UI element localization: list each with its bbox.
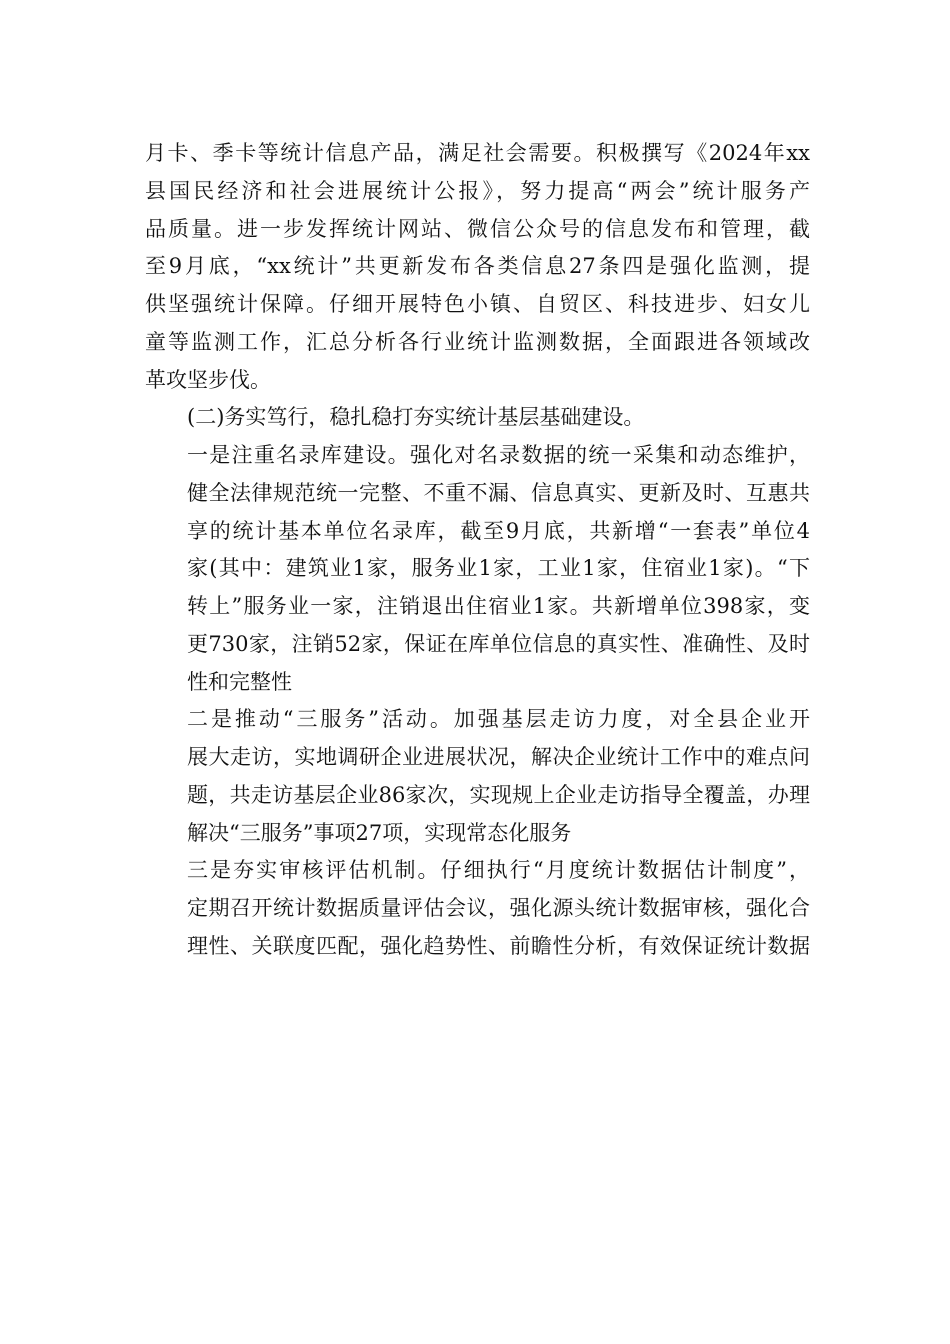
text-line: 解决“三服务”事项27项，实现常态化服务 xyxy=(187,820,572,845)
text-line: 至9月底，“xx统计”共更新发布各类信息27条四是强化监测，提 xyxy=(145,254,810,279)
text-line: 三是夯实审核评估机制。仔细执行“月度统计数据估计制度”， xyxy=(187,858,810,883)
text-line: 理性、关联度匹配，强化趋势性、前瞻性分析，有效保证统计数据 xyxy=(187,933,810,958)
text-line: 健全法律规范统一完整、不重不漏、信息真实、更新及时、互惠共 xyxy=(187,480,810,505)
text-line: 展大走访，实地调研企业进展状况，解决企业统计工作中的难点问 xyxy=(187,745,810,769)
paragraph-three-services xyxy=(145,701,810,852)
text-line: 革攻坚步伐。 xyxy=(145,367,271,392)
text-line: 更730家，注销52家，保证在库单位信息的真实性、准确性、及时 xyxy=(187,631,810,656)
paragraph-directory-database xyxy=(145,437,810,701)
text-line: 一是注重名录库建设。强化对名录数据的统一采集和动态维护， xyxy=(187,443,810,467)
text-line: 供坚强统计保障。仔细开展特色小镇、自贸区、科技进步、妇女儿 xyxy=(145,292,810,316)
text-line: 性和完整性 xyxy=(187,669,292,694)
text-line: 童等监测工作，汇总分析各行业统计监测数据，全面跟进各领域改 xyxy=(145,329,810,354)
text-line: 享的统计基本单位名录库，截至9月底，共新增“一套表”单位4 xyxy=(187,518,810,543)
text-line: (二)务实笃行，稳扎稳打夯实统计基层基础建设。 xyxy=(187,405,645,430)
text-line: 二是推动“三服务”活动。加强基层走访力度，对全县企业开 xyxy=(187,707,810,732)
text-line: 月卡、季卡等统计信息产品，满足社会需要。积极撰写《2024年xx xyxy=(145,141,810,165)
paragraph-statistics-products xyxy=(145,135,810,399)
section-heading xyxy=(145,399,810,437)
text-line: 题，共走访基层企业86家次，实现规上企业走访指导全覆盖，办理 xyxy=(187,782,810,807)
text-line: 县国民经济和社会进展统计公报》，努力提高“两会”统计服务产 xyxy=(145,178,810,203)
text-line: 定期召开统计数据质量评估会议，强化源头统计数据审核，强化合 xyxy=(187,896,810,920)
paragraph-review-mechanism xyxy=(145,852,810,965)
text-line: 家(其中：建筑业1家，服务业1家，工业1家，住宿业1家)。“下 xyxy=(187,556,810,581)
text-line: 品质量。进一步发挥统计网站、微信公众号的信息发布和管理，截 xyxy=(145,216,810,241)
document-body xyxy=(145,135,810,966)
text-line: 转上”服务业一家，注销退出住宿业1家。共新增单位398家，变 xyxy=(187,594,810,618)
